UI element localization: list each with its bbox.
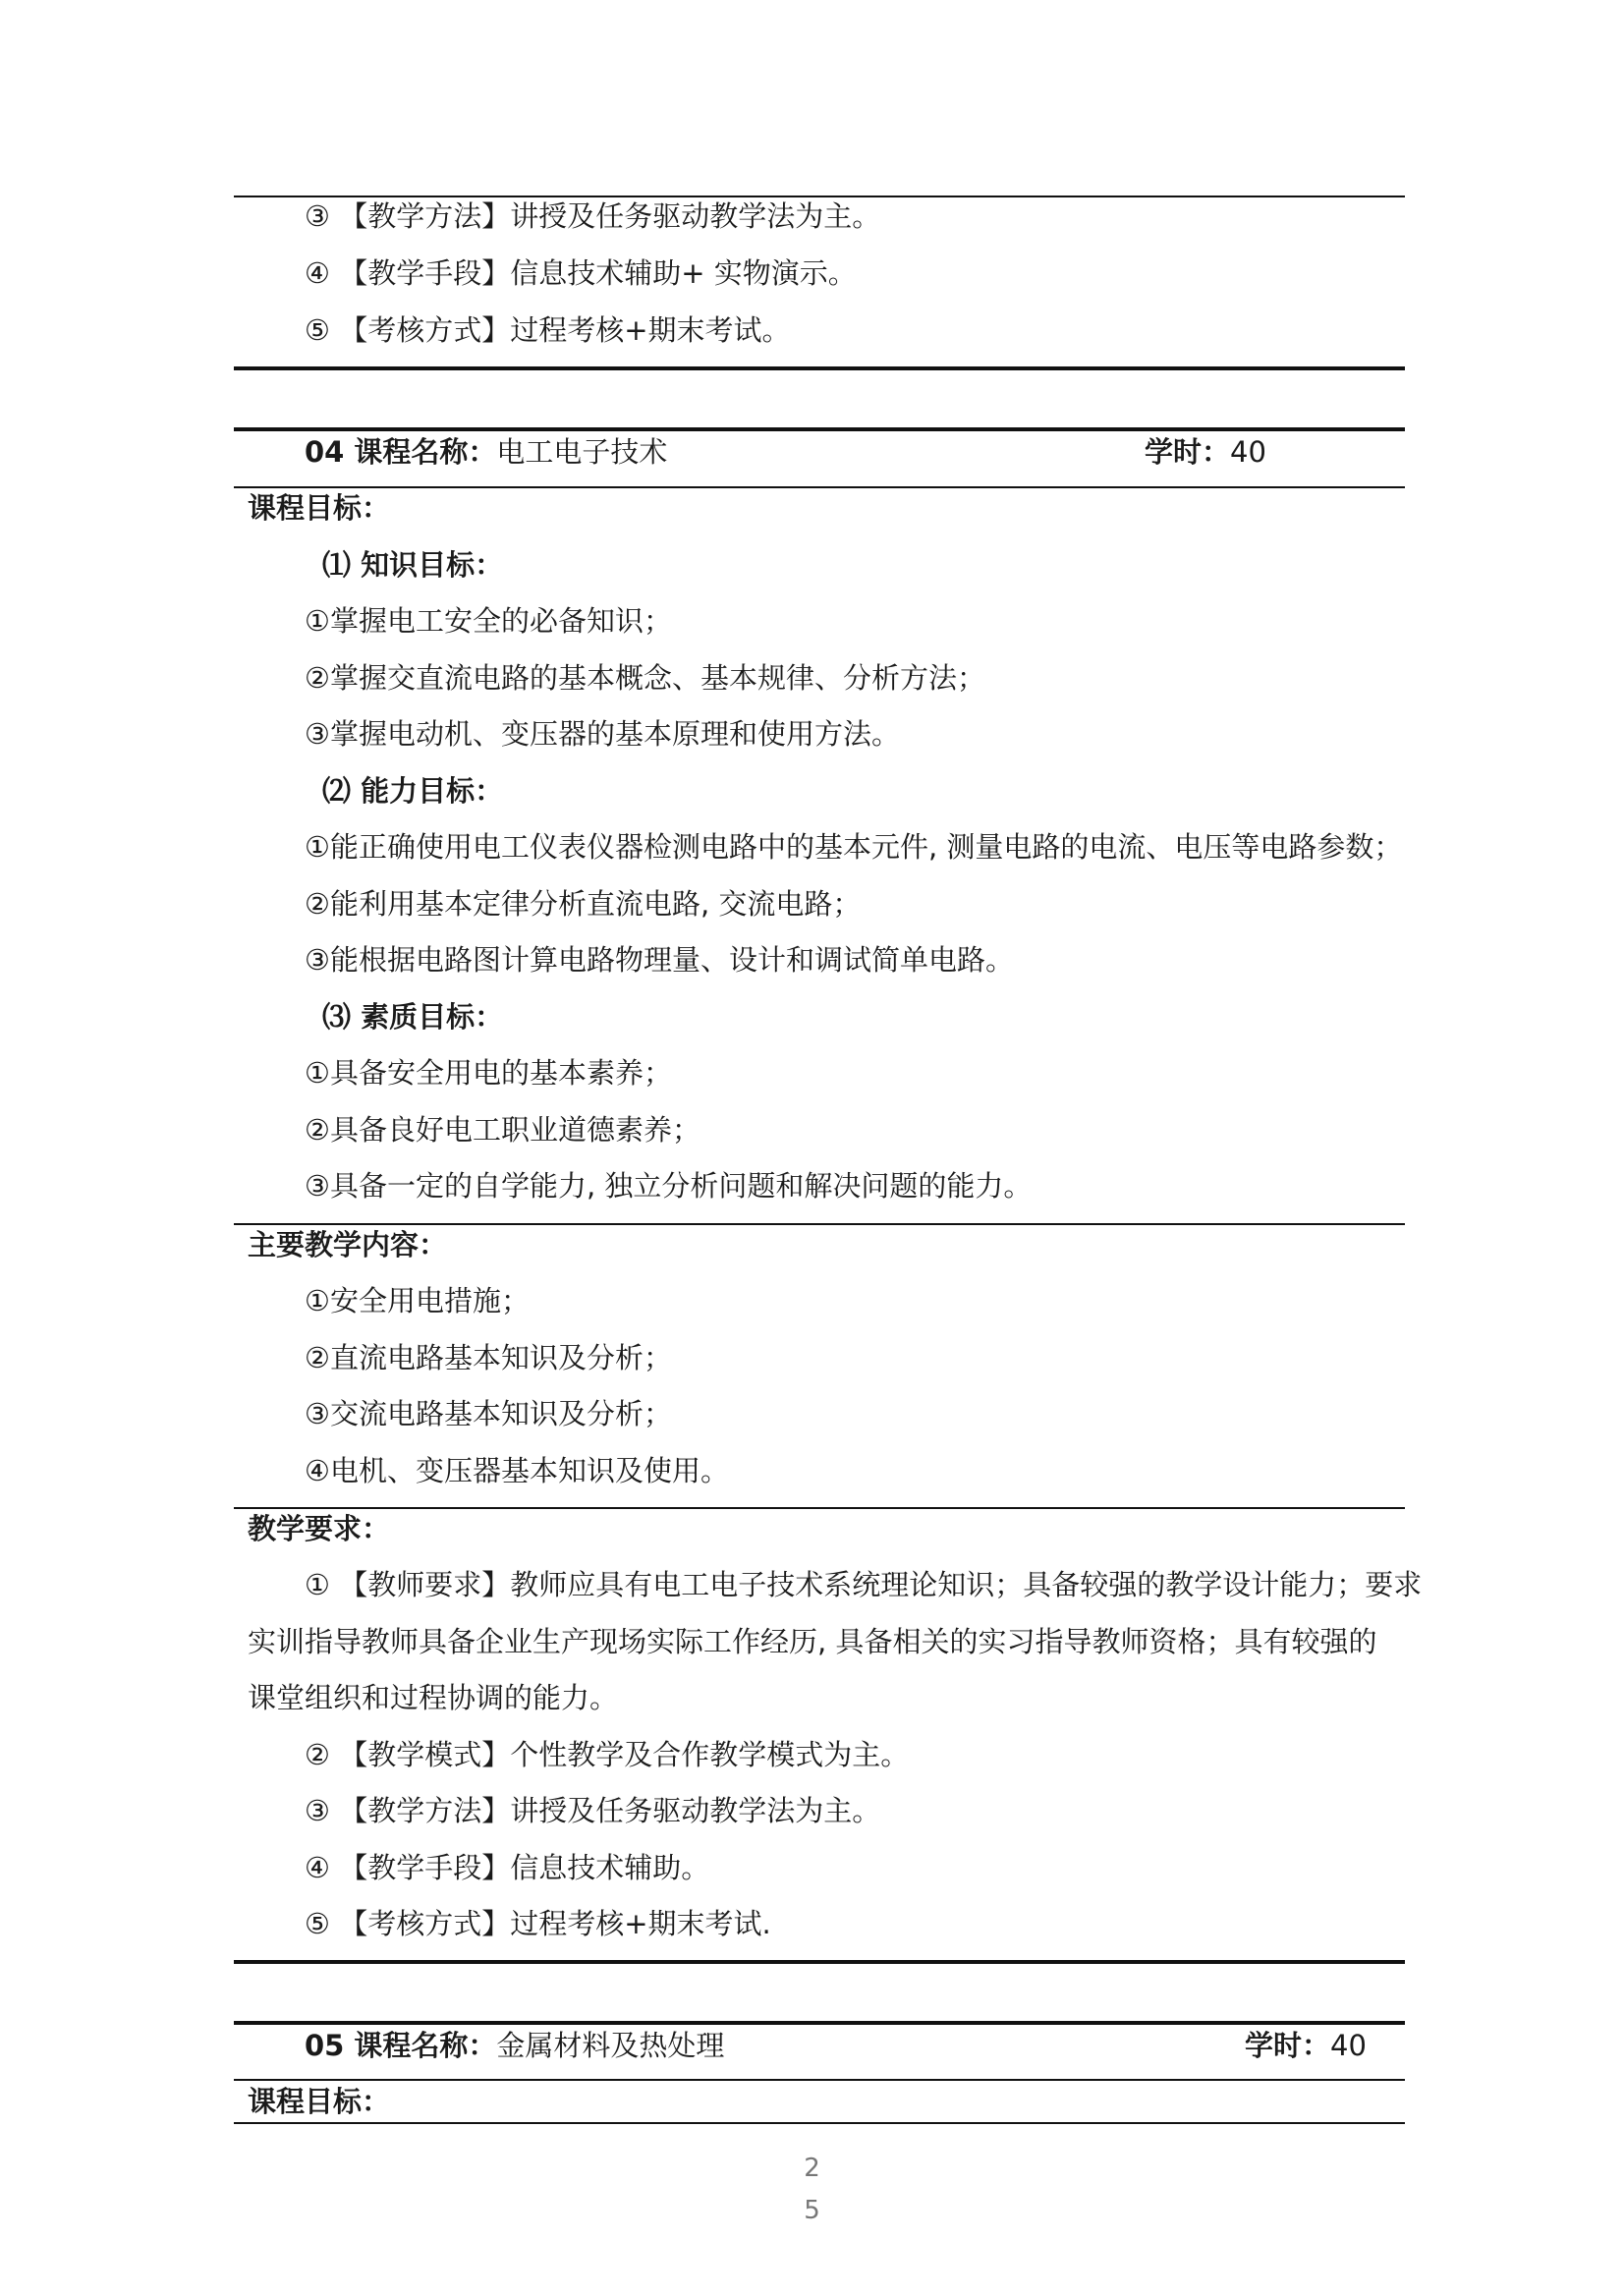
section-heading: 课程目标：: [248, 2085, 391, 2118]
list-item: ④ 【教学手段】信息技术辅助+ 实物演示。: [305, 256, 857, 290]
list-item: ② 【教学模式】个性教学及合作教学模式为主。: [305, 1738, 910, 1771]
hours-label: 学时：: [1245, 2029, 1331, 2062]
course-number: 04: [305, 435, 345, 469]
course-hours: [1245, 2026, 1367, 2065]
list-item: ③ 【教学方法】讲授及任务驱动教学法为主。: [305, 1794, 881, 1827]
table-rule: [234, 2021, 1405, 2025]
table-rule: [234, 366, 1405, 370]
course-name: 金属材料及热处理: [496, 2029, 725, 2062]
list-item: ④电机、变压器基本知识及使用。: [305, 1454, 729, 1487]
course-name: 电工电子技术: [496, 435, 668, 469]
paragraph-line: 实训指导教师具备企业生产现场实际工作经历, 具备相关的实习指导教师资格；具有较强的: [248, 1625, 1377, 1658]
list-item: ①掌握电工安全的必备知识；: [305, 604, 672, 638]
list-item: ①安全用电措施；: [305, 1284, 530, 1317]
paragraph-line: ① 【教师要求】教师应具有电工电子技术系统理论知识；具备较强的教学设计能力；要求: [305, 1568, 1423, 1601]
course-header: [305, 432, 1307, 472]
subsection-heading: ⑵ 能力目标：: [322, 774, 504, 808]
section-heading: 教学要求：: [248, 1512, 391, 1545]
list-item: ①能正确使用电工仪表仪器检测电路中的基本元件, 测量电路的电流、电压等电路参数；: [305, 830, 1403, 864]
table-rule: [234, 486, 1405, 488]
list-item: ①具备安全用电的基本素养；: [305, 1056, 672, 1090]
hours-label: 学时：: [1145, 435, 1231, 469]
course-hours: [1145, 432, 1266, 472]
list-item: ②直流电路基本知识及分析；: [305, 1341, 672, 1374]
list-item: ⑤ 【考核方式】过程考核+期末考试.: [305, 1907, 771, 1940]
table-rule: [234, 2079, 1405, 2081]
list-item: ③具备一定的自学能力, 独立分析问题和解决问题的能力。: [305, 1169, 1033, 1203]
list-item: ③交流电路基本知识及分析；: [305, 1397, 672, 1430]
table-rule: [234, 427, 1405, 431]
list-item: ②掌握交直流电路的基本概念、基本规律、分析方法；: [305, 661, 985, 695]
table-rule: [234, 1507, 1405, 1509]
hours-value: 40: [1230, 435, 1266, 469]
course-number: 05: [305, 2029, 345, 2062]
list-item: ③ 【教学方法】讲授及任务驱动教学法为主。: [305, 199, 881, 233]
list-item: ③掌握电动机、变压器的基本原理和使用方法。: [305, 717, 900, 751]
list-item: ④ 【教学手段】信息技术辅助。: [305, 1851, 710, 1884]
subsection-heading: ⑴ 知识目标：: [322, 548, 504, 582]
table-rule: [234, 1960, 1405, 1964]
section-heading: 课程目标：: [248, 491, 391, 525]
paragraph-line: 课堂组织和过程协调的能力。: [248, 1681, 619, 1714]
section-heading: 主要教学内容：: [248, 1228, 448, 1261]
subsection-heading: ⑶ 素质目标：: [322, 1000, 504, 1034]
list-item: ⑤ 【考核方式】过程考核+期末考试。: [305, 313, 791, 347]
page-number: 5: [804, 2196, 820, 2225]
list-item: ③能根据电路图计算电路物理量、设计和调试简单电路。: [305, 943, 1014, 977]
hours-value: 40: [1330, 2029, 1367, 2062]
course-name-label: 课程名称：: [354, 2029, 497, 2062]
course-name-label: 课程名称：: [354, 435, 497, 469]
list-item: ②具备良好电工职业道德素养；: [305, 1113, 700, 1147]
list-item: ②能利用基本定律分析直流电路, 交流电路；: [305, 887, 862, 921]
page-number: 2: [804, 2154, 820, 2183]
course-header: [305, 2026, 1367, 2065]
table-rule: [234, 2122, 1405, 2124]
